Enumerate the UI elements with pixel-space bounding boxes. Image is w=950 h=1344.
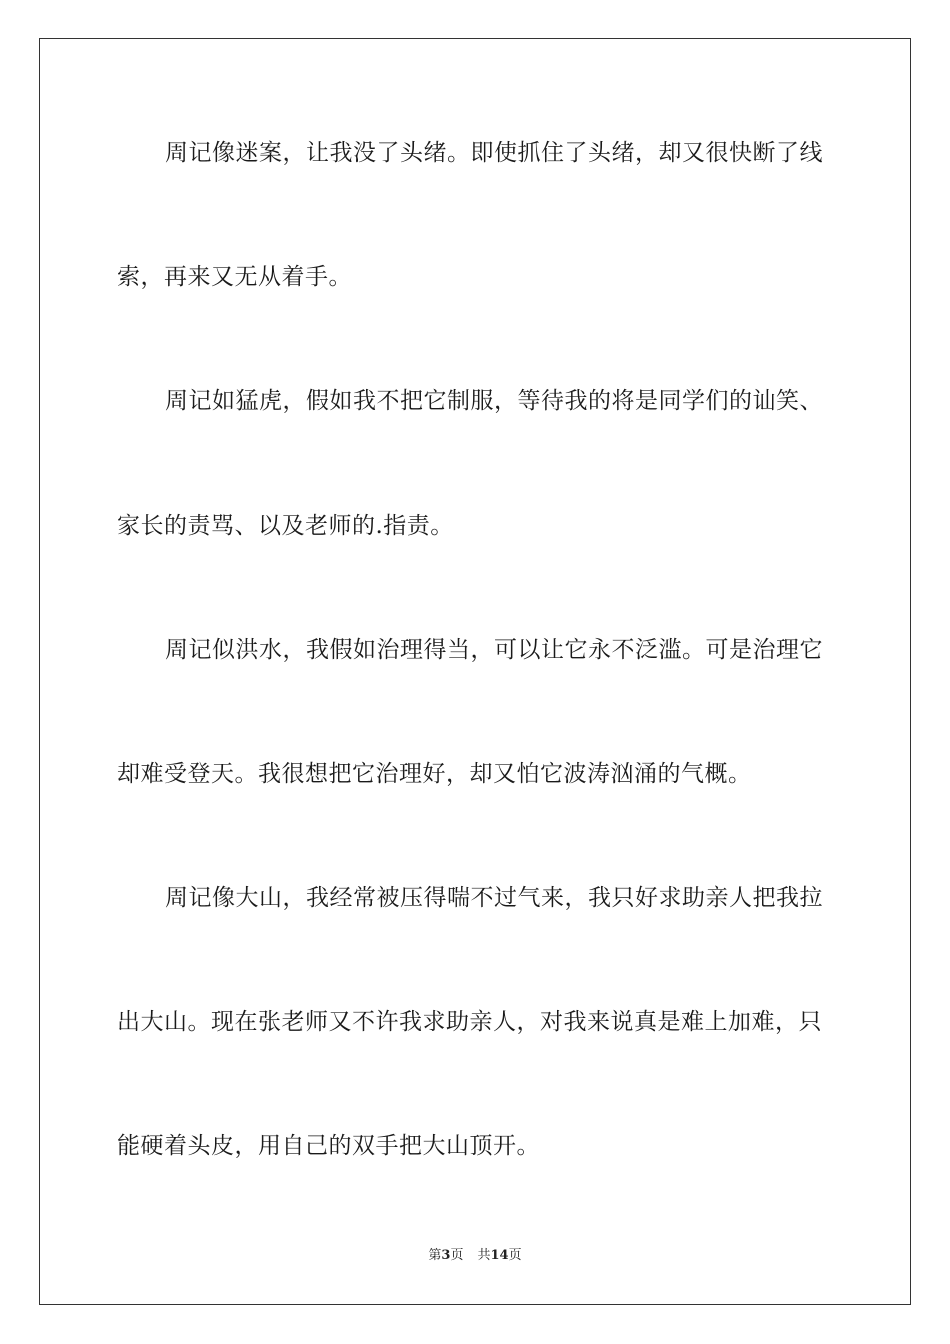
paragraph-3-line-2: 却难受登天。我很想把它治理好，却又怕它波涛汹涌的气概。 — [117, 761, 752, 787]
total-pages-label: 共14页 — [477, 1248, 522, 1263]
paragraph-1-line-2: 索，再来又无从着手。 — [117, 264, 352, 290]
paragraph-4-line-2: 出大山。现在张老师又不许我求助亲人，对我来说真是难上加难，只 — [117, 1009, 822, 1035]
page-number-label: 第3页 — [428, 1248, 464, 1263]
paragraph-1-line-1: 周记像迷案，让我没了头绪。即使抓住了头绪，却又很快断了线 — [165, 140, 823, 166]
paragraph-4-line-1: 周记像大山，我经常被压得喘不过气来，我只好求助亲人把我拉 — [165, 885, 823, 911]
paragraph-4-line-3: 能硬着头皮，用自己的双手把大山顶开。 — [117, 1133, 540, 1159]
paragraph-3-line-1: 周记似洪水，我假如治理得当，可以让它永不泛滥。可是治理它 — [165, 637, 823, 663]
paragraph-2-line-1: 周记如猛虎，假如我不把它制服，等待我的将是同学们的讪笑、 — [165, 388, 823, 414]
page-border — [39, 38, 911, 1305]
page-footer — [0, 1247, 950, 1265]
paragraph-2-line-2: 家长的责骂、以及老师的.指责。 — [117, 513, 454, 539]
